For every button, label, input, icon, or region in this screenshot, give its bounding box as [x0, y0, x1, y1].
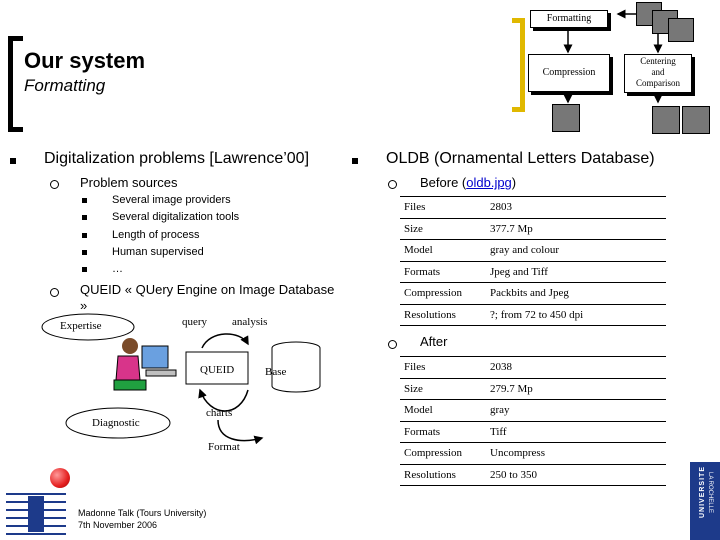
table-value: 2038	[486, 357, 666, 379]
table-row	[400, 261, 666, 283]
table-key: Size	[400, 378, 486, 400]
before-line	[420, 175, 516, 190]
table-key: Formats	[400, 261, 486, 283]
letter-thumb-3	[668, 18, 694, 42]
footer-line-2: 7th November 2006	[78, 520, 158, 530]
table-row	[400, 283, 666, 305]
source-bullet	[82, 233, 87, 238]
charts-label: charts	[206, 407, 233, 419]
sub-bullet-1	[50, 180, 59, 189]
format-label: Format	[208, 441, 240, 453]
query-label: query	[182, 316, 208, 328]
centering-label: Centering	[640, 56, 676, 66]
left-bracket	[8, 36, 23, 132]
table-value: Jpeg and Tiff	[486, 261, 666, 283]
page-subtitle: Formatting	[24, 76, 106, 95]
after-label: After	[420, 334, 448, 349]
centered-thumb-1	[652, 106, 680, 134]
table-value: gray and colour	[486, 240, 666, 262]
table-value: gray	[486, 400, 666, 422]
university-label: UNIVERSITE	[699, 466, 706, 519]
table-value: Packbits and Jpeg	[486, 283, 666, 305]
table-value: Tiff	[486, 421, 666, 443]
compression-label: Compression	[542, 67, 596, 78]
source-item: Several image providers	[112, 194, 231, 206]
page-title: Our system	[24, 48, 146, 73]
query-arrow	[202, 334, 248, 348]
source-item: …	[112, 263, 123, 275]
table-key: Files	[400, 197, 486, 219]
la-rochelle-label: LA ROCHELLE	[707, 472, 713, 514]
table-row	[400, 357, 666, 379]
source-item: Length of process	[112, 229, 200, 241]
formatting-label: Formatting	[546, 13, 592, 24]
main-bullet-left	[10, 158, 16, 164]
right-heading: OLDB (Ornamental Letters Database)	[386, 150, 655, 167]
table-value: 2803	[486, 197, 666, 219]
table-row	[400, 197, 666, 219]
table-key: Resolutions	[400, 304, 486, 326]
la-rochelle-logo	[690, 462, 720, 540]
table-row	[400, 240, 666, 262]
compressed-thumb	[552, 104, 580, 132]
problem-sources-label: Problem sources	[80, 175, 178, 190]
and-label: and	[651, 67, 665, 77]
table-row	[400, 304, 666, 326]
source-item: Several digitalization tools	[112, 211, 240, 223]
format-arrow	[218, 420, 262, 441]
table-row	[400, 218, 666, 240]
table-key: Compression	[400, 443, 486, 465]
table-value: ?; from 72 to 450 dpi	[486, 304, 666, 326]
diagnostic-label: Diagnostic	[92, 417, 140, 429]
table-key: Model	[400, 240, 486, 262]
after-bullet	[388, 340, 397, 349]
university-logo-icon	[4, 490, 68, 538]
sub-bullet-2	[50, 288, 59, 297]
table-value: 250 to 350	[486, 464, 666, 486]
source-bullet	[82, 267, 87, 272]
table-value: 377.7 Mp	[486, 218, 666, 240]
queid-label: QUEID	[200, 364, 235, 376]
queid-diagram	[30, 310, 330, 470]
table-key: Formats	[400, 421, 486, 443]
before-suffix: )	[511, 175, 517, 190]
expertise-label: Expertise	[60, 320, 102, 332]
source-bullet	[82, 198, 87, 203]
table-row	[400, 421, 666, 443]
table-key: Model	[400, 400, 486, 422]
person-computer-icon	[114, 338, 176, 390]
queid-line-1: QUEID « QUery Engine on Image Database	[80, 282, 335, 297]
comparison-label: Comparison	[636, 78, 680, 88]
table-row	[400, 400, 666, 422]
oldb-link[interactable]: oldb.jpg	[466, 175, 512, 190]
source-bullet	[82, 215, 87, 220]
table-value: 279.7 Mp	[486, 378, 666, 400]
table-row	[400, 378, 666, 400]
red-ball-icon	[50, 468, 70, 488]
analysis-label: analysis	[232, 316, 268, 328]
table-value: Uncompress	[486, 443, 666, 465]
table-key: Resolutions	[400, 464, 486, 486]
left-heading: Digitalization problems [Lawrence’00]	[44, 150, 310, 167]
centered-thumb-2	[682, 106, 710, 134]
table-key: Size	[400, 218, 486, 240]
before-prefix: Before (	[420, 175, 467, 190]
after-table	[400, 356, 666, 486]
base-label: Base	[265, 366, 287, 378]
source-item: Human supervised	[112, 246, 204, 258]
table-row	[400, 464, 666, 486]
queid-line-2: »	[80, 298, 88, 313]
source-bullet	[82, 250, 87, 255]
table-key: Files	[400, 357, 486, 379]
footer-line-1: Madonne Talk (Tours University)	[78, 508, 207, 518]
table-key: Compression	[400, 283, 486, 305]
heading-end-bullet	[352, 158, 358, 164]
before-bullet	[388, 180, 397, 189]
before-table	[400, 196, 666, 326]
table-row	[400, 443, 666, 465]
